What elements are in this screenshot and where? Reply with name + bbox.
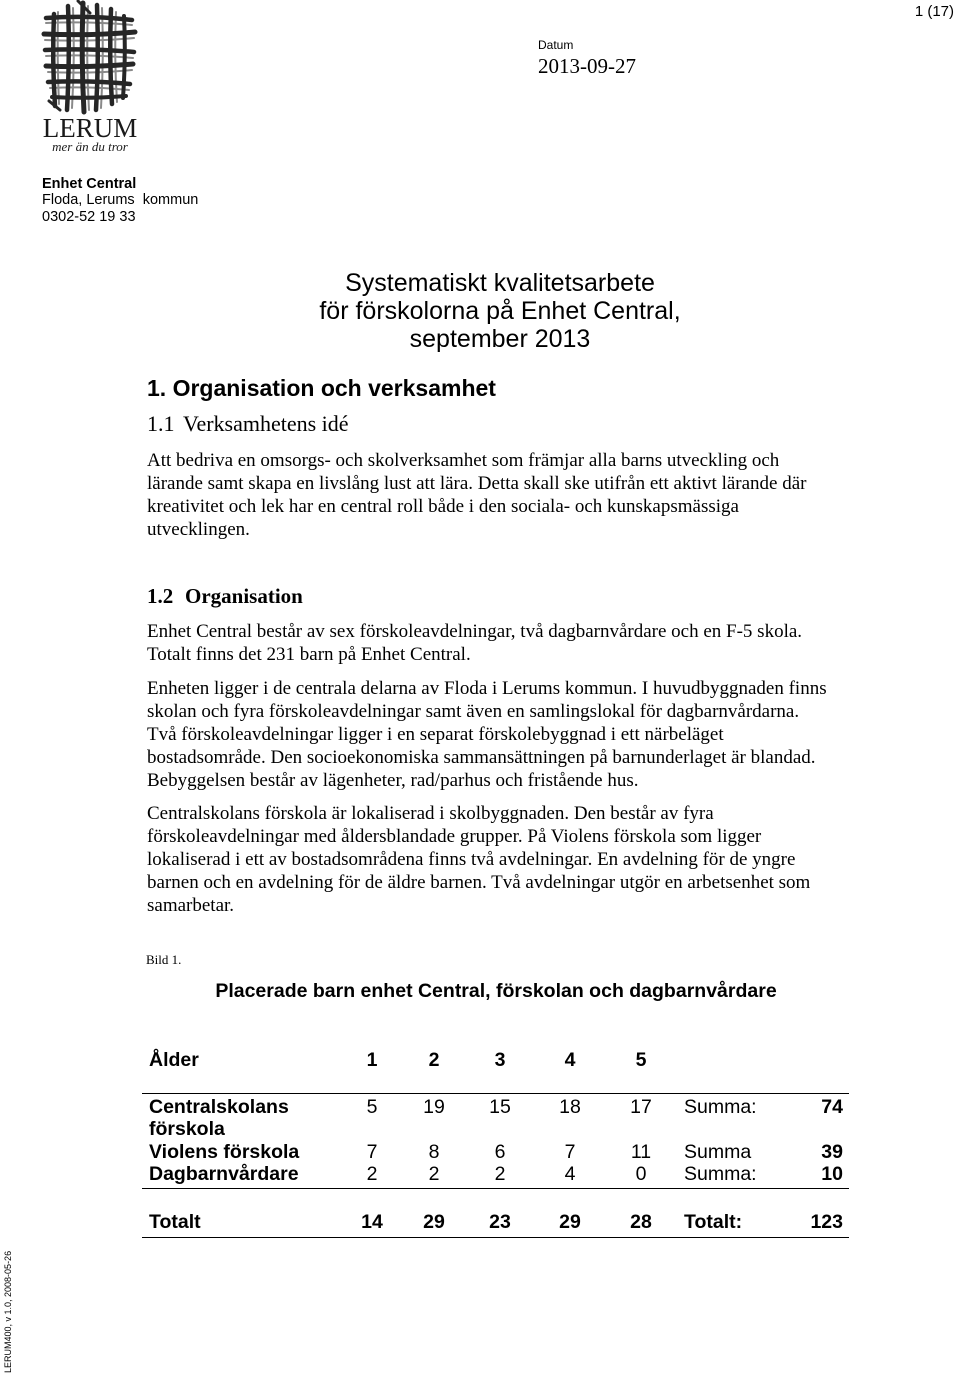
table-cell: 7 — [366, 1140, 378, 1163]
table-rule — [142, 1093, 849, 1094]
lattice-strand — [44, 32, 135, 35]
subsection-title: Organisation — [185, 584, 303, 608]
table-cell: 0 — [635, 1163, 647, 1186]
row-label: Violens förskola — [149, 1140, 300, 1163]
table-cell: 11 — [630, 1140, 652, 1163]
row-sum-label: Summa: — [684, 1163, 757, 1186]
table-rule — [142, 1188, 849, 1189]
lattice-strand — [96, 5, 98, 110]
table-row — [149, 1096, 849, 1141]
table-body — [149, 1096, 849, 1186]
paragraph — [147, 449, 807, 541]
table-rule — [142, 1237, 849, 1238]
table-header-row — [149, 1049, 849, 1072]
paragraph-line: bostadsområde. Den socioekonomiska sammansättningen på barnunderlaget är blandad. — [147, 746, 816, 768]
paragraph-line: samarbetar. — [147, 894, 235, 916]
total-label: Totalt — [149, 1210, 201, 1233]
paragraph-line: lokaliserad i ett av bostadsområdena finns två avdelningar. En avdelning för de yngre — [147, 848, 796, 870]
figure-label: Bild 1. — [146, 952, 182, 967]
row-label: Centralskolans förskola — [149, 1095, 289, 1141]
paragraph — [147, 620, 802, 666]
subsection-title: Verksamhetens idé — [183, 411, 349, 436]
row-label: Dagbarnvårdare — [149, 1163, 299, 1186]
sender-address: Floda, Lerums kommun — [42, 192, 199, 208]
title-line: september 2013 — [409, 325, 591, 353]
paragraph-line: barnen och en avdelning för de äldre barnen. Två avdelningar utgör en arbetsenhet som — [147, 871, 811, 893]
table-total-row — [149, 1211, 849, 1234]
paragraph-line: kreativitet och lek har en central roll både i den sociala- och kunskapsmässiga — [147, 495, 739, 517]
figure-caption: Placerade barn enhet Central, förskolan och dagbarnvårdare — [215, 980, 777, 1002]
title-line: Systematiskt kvalitetsarbete — [345, 269, 655, 297]
total-sum: 123 — [810, 1210, 843, 1233]
lattice-strand — [46, 55, 133, 58]
total-cell: 14 — [361, 1210, 383, 1233]
lattice-strand — [46, 22, 132, 25]
lattice-strand — [67, 6, 69, 110]
table-cell: 4 — [564, 1163, 576, 1186]
paragraph-line: Centralskolans förskola är lokaliserad i skolbyggnaden. Den består av fyra — [147, 802, 714, 824]
paragraph — [147, 802, 810, 917]
sender-phone: 0302-52 19 33 — [42, 208, 136, 225]
paragraph-line: Två förskoleavdelningar ligger i en separat förskolebyggnad i ett närbeläget — [147, 723, 724, 745]
age-header-label: Ålder — [149, 1048, 199, 1071]
table-row — [149, 1163, 849, 1186]
title-line: för förskolorna på Enhet Central, — [319, 297, 681, 325]
sender-unit: Enhet Central — [42, 175, 137, 192]
table-cell: 2 — [428, 1163, 440, 1186]
lattice-strand — [58, 12, 59, 104]
total-cell: 23 — [489, 1210, 511, 1233]
table-cell: 7 — [564, 1140, 576, 1163]
paragraph-line: Totalt finns det 231 barn på Enhet Central. — [147, 643, 471, 665]
lattice-strand — [48, 70, 132, 73]
table-cell: 6 — [494, 1140, 506, 1163]
section-heading: 1. Organisation och verksamhet — [147, 375, 496, 401]
paragraph — [147, 677, 827, 792]
row-sum-label: Summa: — [684, 1095, 757, 1118]
lattice-strand — [48, 81, 130, 84]
lattice-strand — [45, 49, 134, 52]
lattice-strand — [46, 17, 132, 20]
lattice-strand — [52, 96, 126, 98]
table-row — [149, 1141, 849, 1164]
lattice-strand — [110, 9, 112, 104]
total-cell: 28 — [630, 1210, 652, 1233]
table-cell: 17 — [630, 1095, 652, 1118]
table-cell: 8 — [428, 1140, 440, 1163]
date-label: Datum — [538, 38, 574, 52]
age-header-cell: 3 — [494, 1048, 506, 1071]
table-cell: 19 — [423, 1095, 445, 1118]
paragraph-line: utvecklingen. — [147, 518, 250, 540]
paragraph-line: skolan och fyra förskoleavdelningar samt även en samlingslokal för dagbarnvårdarna. — [147, 700, 800, 722]
logo-wordmark: LERUM — [42, 113, 138, 143]
lerum-logo — [40, 0, 140, 156]
document-title — [250, 269, 750, 353]
paragraph-line: Enheten ligger i de centrala delarna av Floda i Lerums kommun. I huvudbyggnaden finns — [147, 677, 827, 699]
total-cell: 29 — [559, 1210, 581, 1233]
subsection-heading — [147, 411, 349, 437]
table-cell: 2 — [366, 1163, 378, 1186]
total-cell: 29 — [423, 1210, 445, 1233]
table-cell: 18 — [559, 1095, 581, 1118]
table-cell: 15 — [489, 1095, 511, 1118]
date-value: 2013-09-27 — [538, 54, 636, 78]
row-sum-label: Summa — [684, 1140, 752, 1163]
paragraph-line: Enhet Central består av sex förskoleavdelningar, två dagbarnvårdare och en F-5 skola. — [147, 620, 803, 642]
row-sum: 39 — [821, 1140, 843, 1163]
logo-tagline: mer än du tror — [52, 139, 128, 154]
age-header-cell: 4 — [564, 1048, 576, 1071]
subsection-heading — [147, 583, 303, 609]
total-sum-label: Totalt: — [684, 1210, 743, 1233]
age-header-cell: 1 — [366, 1048, 378, 1071]
lattice-strand — [82, 3, 84, 112]
page-number: 1 (17) — [914, 3, 954, 20]
paragraph-line: Bebyggelsen består av lägenheter, rad/parhus och fristående hus. — [147, 769, 639, 791]
paragraph-line: förskoleavdelningar med åldersblandade grupper. På Violens förskola som ligger — [147, 825, 762, 847]
lattice-strand — [53, 14, 55, 106]
logo-lattice — [44, 1, 135, 112]
subsection-number: 1.1 — [147, 411, 175, 436]
form-code: LERUM400, v 1.0, 2008-05-26 — [3, 1250, 13, 1373]
table-cell: 5 — [366, 1095, 378, 1118]
age-header-cell: 2 — [428, 1048, 440, 1071]
subsection-number: 1.2 — [147, 584, 174, 608]
row-sum: 74 — [821, 1095, 843, 1118]
table-cell: 2 — [494, 1163, 506, 1186]
row-sum: 10 — [821, 1163, 843, 1186]
paragraph-line: lärande samt skapa en livslång lust att lära. Detta skall ske utifrån ett aktivt lärande där — [147, 472, 807, 494]
sender-block — [42, 176, 198, 226]
paragraph-line: Att bedriva en omsorgs- och skolverksamhet som främjar alla barns utveckling och — [147, 449, 780, 471]
lattice-strand — [46, 64, 133, 67]
age-header-cell: 5 — [635, 1048, 647, 1071]
